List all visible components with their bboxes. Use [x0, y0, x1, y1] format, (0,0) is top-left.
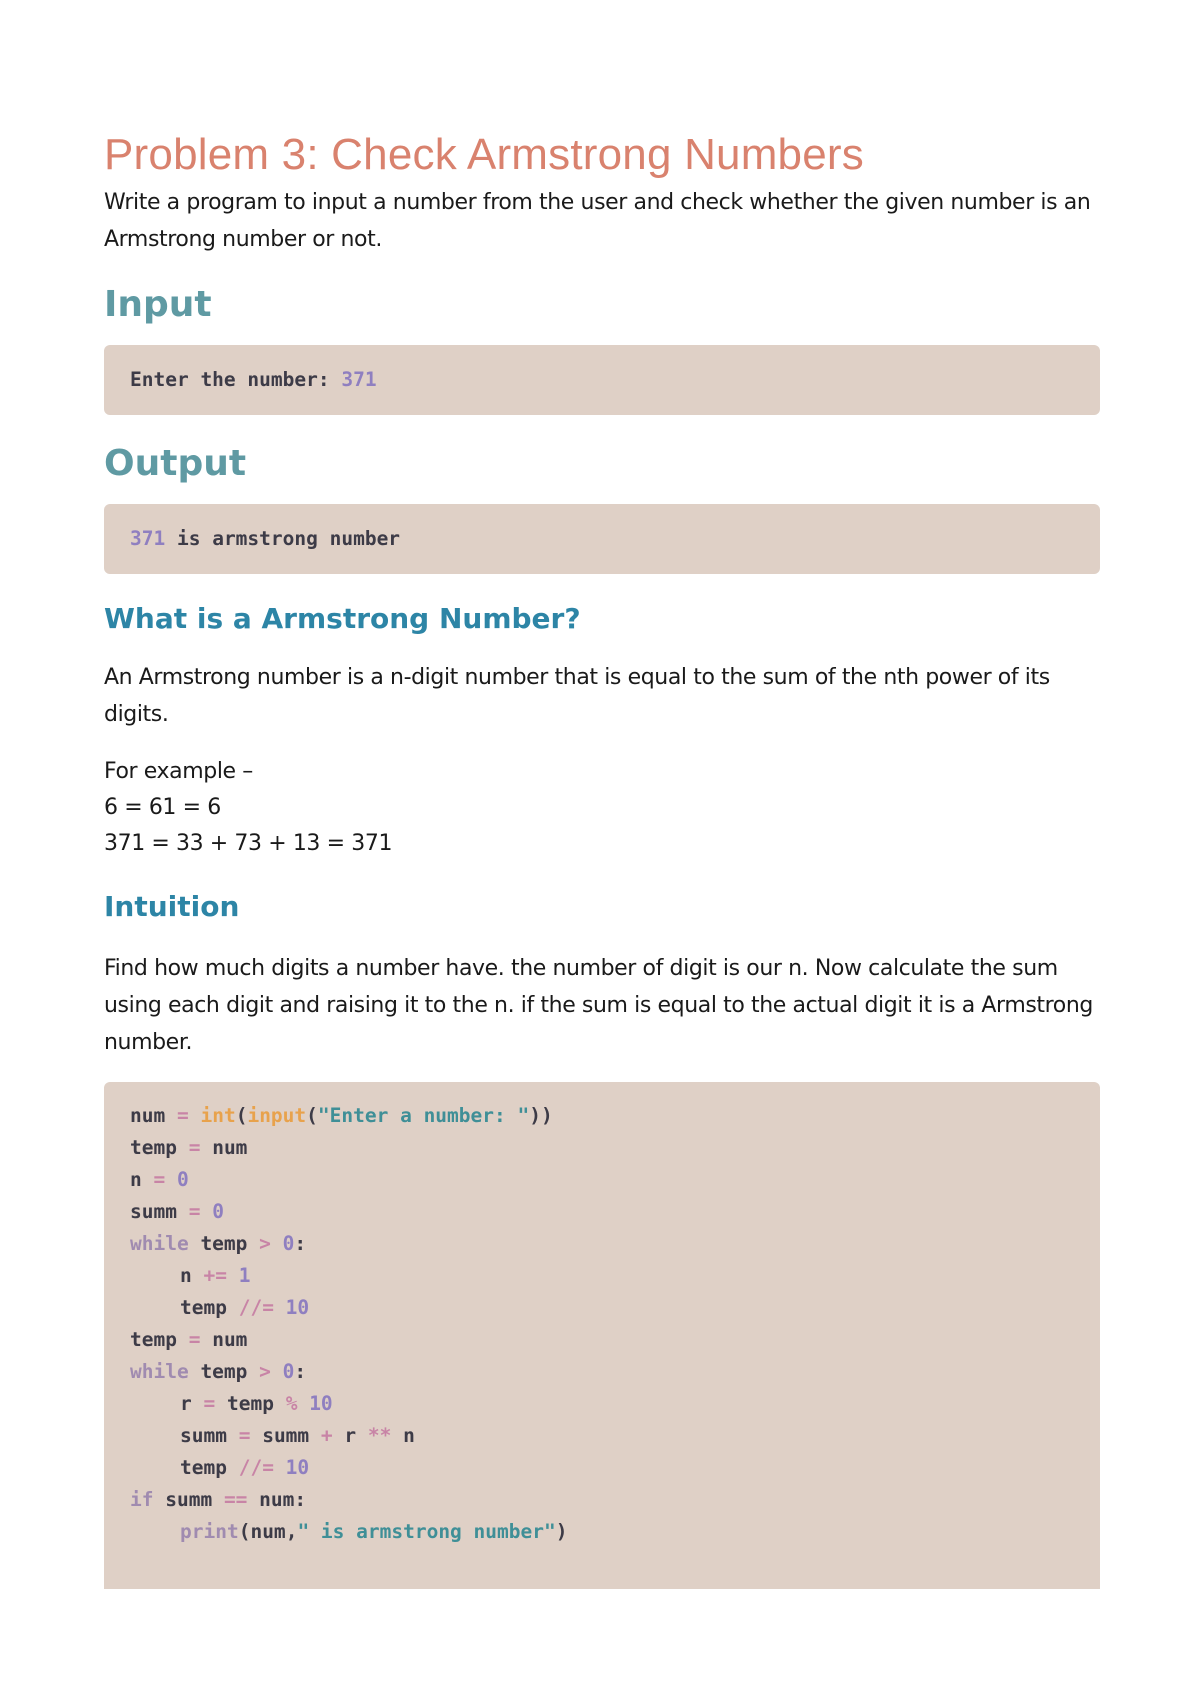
output-text: is armstrong number	[176, 527, 401, 550]
example-line: 371 = 33 + 73 + 13 = 371	[104, 831, 393, 856]
code-line-12: temp //= 10	[180, 1456, 310, 1479]
solution-code-block	[104, 1082, 1100, 1589]
code-line-1: num = int(input("Enter a number: "))	[130, 1104, 553, 1127]
input-value: 371	[341, 368, 377, 391]
example-line: 6 = 61 = 6	[104, 795, 221, 820]
intuition-heading: Intuition	[104, 890, 240, 923]
code-line-9: while temp > 0:	[130, 1360, 307, 1383]
example-block	[104, 754, 1100, 862]
code-line-2: temp = num	[130, 1136, 248, 1159]
document-page	[104, 126, 1100, 1589]
code-line-10: r = temp % 10	[180, 1392, 333, 1415]
code-line-8: temp = num	[130, 1328, 248, 1351]
code-line-11: summ = summ + r ** n	[180, 1424, 415, 1447]
input-heading: Input	[104, 284, 212, 325]
code-line-13: if summ == num:	[130, 1488, 307, 1511]
input-prompt: Enter the number:	[130, 368, 330, 391]
intuition-paragraph: Find how much digits a number have. the number of digit is our n. Now calculate the sum using each digit and raising it to the n. if the sum is equal to the actual digit it is a Armstrong number.	[104, 956, 1093, 1055]
example-line: For example –	[104, 759, 253, 784]
code-line-14: print(num," is armstrong number")	[180, 1520, 568, 1543]
input-code-block	[104, 345, 1100, 415]
output-code-block	[104, 504, 1100, 574]
what-heading: What is a Armstrong Number?	[104, 602, 581, 635]
code-line-3: n = 0	[130, 1168, 189, 1191]
code-line-4: summ = 0	[130, 1200, 224, 1223]
output-value: 371	[130, 527, 166, 550]
intro-paragraph: Write a program to input a number from the user and check whether the given number is an Armstrong number or not.	[104, 190, 1091, 252]
output-heading: Output	[104, 443, 247, 484]
code-line-6: n += 1	[180, 1264, 251, 1287]
what-paragraph: An Armstrong number is a n-digit number that is equal to the sum of the nth power of its digits.	[104, 665, 1050, 727]
page-title: Problem 3: Check Armstrong Numbers	[104, 130, 864, 179]
code-line-7: temp //= 10	[180, 1296, 310, 1319]
code-line-5: while temp > 0:	[130, 1232, 307, 1255]
